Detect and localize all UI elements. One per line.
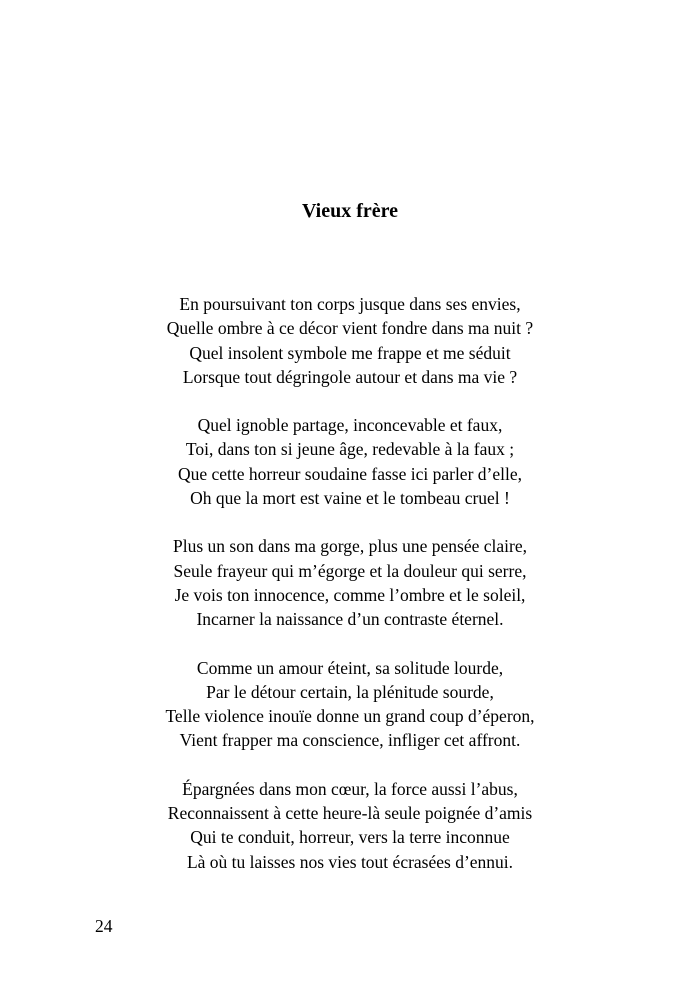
stanza-4: [0, 656, 700, 753]
stanza-2: [0, 413, 700, 510]
verse: Toi, dans ton si jeune âge, redevable à la faux ;: [185, 439, 515, 460]
poem-body: [0, 292, 700, 898]
verse: Reconnaissent à cette heure-là seule poignée d’amis: [167, 803, 533, 824]
verse: En poursuivant ton corps jusque dans ses envies,: [179, 294, 521, 314]
stanza-3: [0, 534, 700, 631]
verse: Que cette horreur soudaine fasse ici parler d’elle,: [177, 463, 522, 484]
verse: Par le détour certain, la plénitude sourde,: [206, 681, 494, 702]
verse: Telle violence inouïe donne un grand coup d’éperon,: [165, 706, 535, 727]
verse: Qui te conduit, horreur, vers la terre inconnue: [190, 827, 510, 848]
verse: Épargnées dans mon cœur, la force aussi l’abus,: [182, 778, 518, 799]
verse: Vient frapper ma conscience, infliger cet affront.: [179, 730, 521, 751]
poem-title: Vieux frère: [301, 200, 399, 222]
verse: Quelle ombre à ce décor vient fondre dans ma nuit ?: [166, 318, 534, 339]
verse: Quel ignoble partage, inconcevable et faux,: [197, 415, 503, 436]
verse: Je vois ton innocence, comme l’ombre et le soleil,: [174, 584, 526, 605]
verse: Là où tu laisses nos vies tout écrasées d’ennui.: [186, 851, 514, 872]
stanza-1: [0, 292, 700, 389]
page-number: 24: [95, 916, 113, 936]
verse: Lorsque tout dégringole autour et dans ma vie ?: [182, 366, 518, 387]
verse: Plus un son dans ma gorge, plus une pensée claire,: [173, 536, 527, 557]
verse: Incarner la naissance d’un contraste éternel.: [196, 609, 504, 630]
verse: Oh que la mort est vaine et le tombeau cruel !: [190, 488, 510, 509]
verse: Seule frayeur qui m’égorge et la douleur qui serre,: [173, 560, 527, 581]
verse: Comme un amour éteint, sa solitude lourde,: [196, 657, 504, 678]
stanza-5: [0, 777, 700, 874]
verse: Quel insolent symbole me frappe et me séduit: [189, 342, 511, 363]
